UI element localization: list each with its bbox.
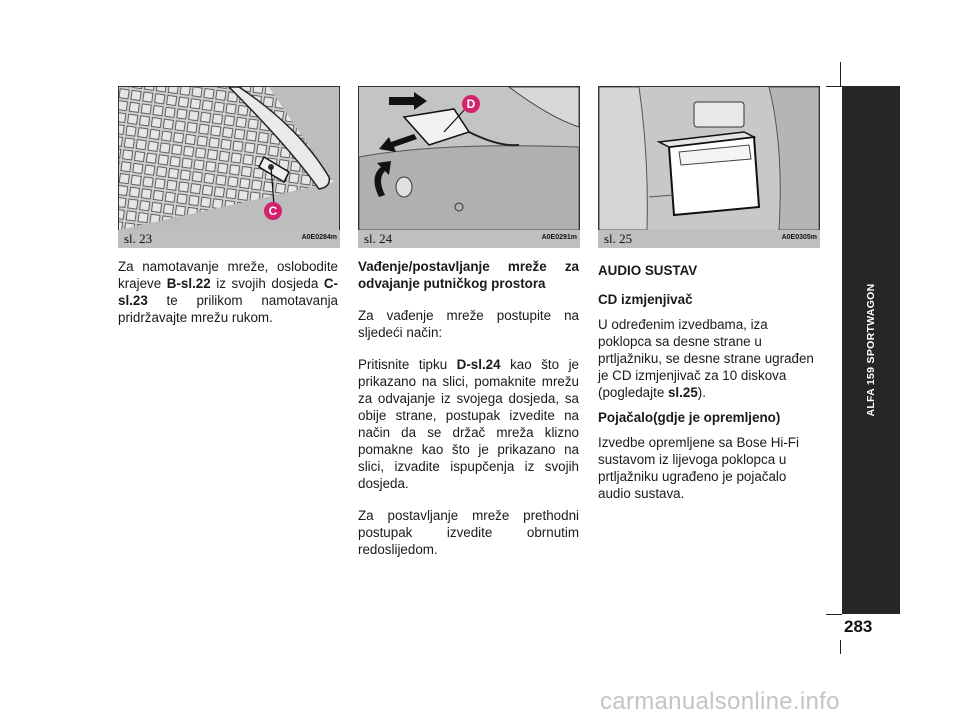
paragraph (118, 258, 338, 326)
text: kao što je prikazano na slici, pomaknite mrežu za odvajanje iz svojega dosjeda, sa obije strane, postupak izvedite na način da se držač mreža klizno pomakne kao što je prikazano na slici, izvadite ispupčenja iz svojih dosjeda. (358, 357, 579, 491)
subheading: Pojačalo(gdje je opremljeno) (598, 410, 781, 425)
sidebar-label: ALFA 159 SPORTWAGON (865, 283, 877, 417)
figure-reference: sl.25 (667, 385, 698, 400)
figure-reference: C-sl.23 (118, 276, 338, 308)
figure-25-caption (598, 230, 820, 248)
figure-code: A0E0305m (781, 234, 817, 241)
text: Pritisnite tipku (358, 357, 457, 372)
bottom-tick (826, 614, 842, 615)
figure-25 (598, 86, 820, 231)
figure-23 (118, 86, 340, 231)
subheading: CD izmjenjivač (598, 292, 693, 307)
text: Za namotavanje mreže, oslobodite krajeve (118, 259, 338, 291)
chapter-sidebar (842, 86, 900, 614)
text: U određenim izvedbama, iza poklopca sa desne strane u prtljažniku, se desne strane ugrađen je CD izmjenjivač za 10 diskova (pogledajte (598, 317, 814, 400)
figure-code: A0E0284m (301, 234, 337, 241)
column-3 (598, 262, 818, 502)
net-illustration (119, 87, 339, 230)
top-tick (826, 86, 842, 87)
text: ). (697, 385, 706, 400)
figure-reference: D-sl.24 (456, 357, 501, 372)
callout-d: D (462, 95, 480, 113)
figure-number: sl. 25 (604, 231, 633, 246)
section-title: AUDIO SUSTAV (598, 263, 698, 278)
callout-c: C (264, 202, 282, 220)
figure-number: sl. 23 (124, 231, 153, 246)
paragraph: Za postavljanje mreže prethodni postupak izvedite obrnutim redoslijedom. (358, 508, 579, 557)
page-number: 283 (844, 617, 873, 636)
figure-code: A0E0291m (541, 234, 577, 241)
figure-reference: B-sl.22 (166, 276, 211, 291)
text: te prilikom namotavanja pridržavajte mrežu rukom. (118, 293, 338, 325)
figure-number: sl. 24 (364, 231, 393, 246)
paragraph (358, 356, 579, 492)
paragraph: Izvedbe opremljene sa Bose Hi-Fi sustavom iz lijevoga poklopca u prtljažniku ugrađeno je pojačalo audio sustava. (598, 435, 799, 501)
section-heading: Vađenje/postavljanje mreže za odvajanje putničkog prostora (358, 259, 579, 291)
column-1 (118, 258, 338, 326)
text: iz svojih dosjeda (210, 276, 324, 291)
paragraph: Za vađenje mreže postupite na sljedeći način: (358, 308, 579, 340)
paragraph (598, 316, 818, 401)
column-2 (358, 258, 579, 558)
figure-24 (358, 86, 580, 231)
figure-24-caption (358, 230, 580, 248)
watermark: carmanualsonline.info (600, 688, 840, 715)
top-rule (840, 62, 841, 86)
figure-23-caption (118, 230, 340, 248)
cd-changer-illustration (599, 87, 819, 230)
bottom-rule (840, 640, 841, 654)
